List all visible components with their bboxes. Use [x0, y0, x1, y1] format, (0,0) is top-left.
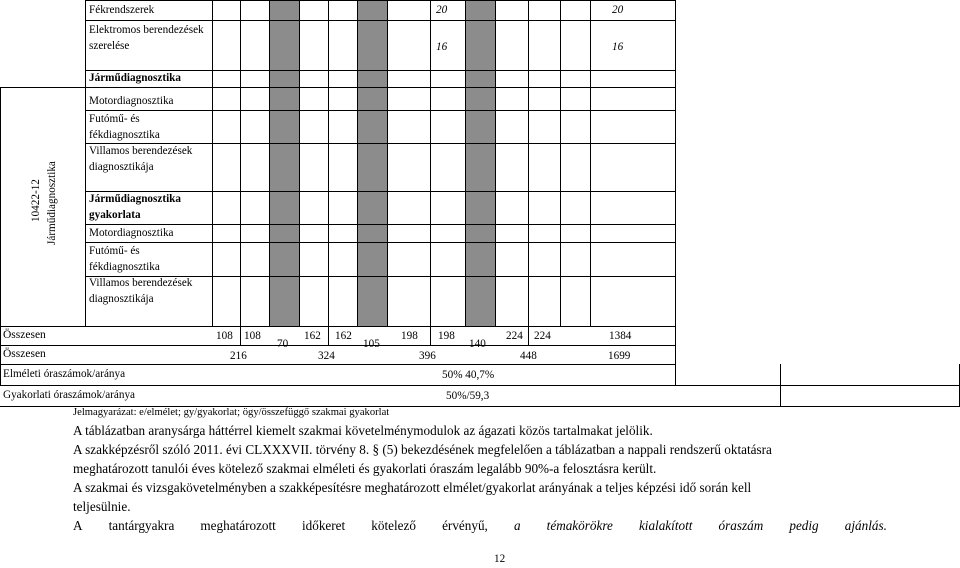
word: meghatározott: [200, 518, 276, 533]
word: kialakított: [638, 518, 693, 533]
word: óraszám: [718, 518, 764, 533]
row-label: Villamos berendezések diagnosztikája: [89, 145, 193, 173]
word: kötelező: [371, 518, 416, 533]
word: időkeret: [301, 518, 346, 533]
total-value: 105: [363, 338, 380, 350]
total-value: 140: [469, 338, 486, 350]
legend-note: Jelmagyarázat: e/elmélet; gy/gyakorlat; ögy/összefüggő szakmai gyakorlat: [73, 407, 390, 418]
total-value: 224: [506, 330, 523, 342]
page-number: 12: [494, 553, 506, 565]
paragraph: A szakképzésről szóló 2011. évi CLXXXVII. törvény 8. § (5) bekezdésének megfelelően a táblázatban a nappali rendszerű oktatásra: [73, 442, 772, 457]
total-value: 198: [438, 330, 455, 342]
paragraph: A táblázatban aranysárga háttérrel kiemelt szakmai követelménymodulok az ágazati közös tartalmakat jelölik.: [73, 423, 653, 438]
row-label: Futómű- és fékdiagnosztika: [89, 245, 160, 273]
total-value: 1699: [608, 350, 631, 362]
total-value: 162: [304, 330, 321, 342]
paragraph: A szakmai és vizsgakövetelményben a szakképesítésre meghatározott elmélet/gyakorlat arányának a teljes képzési idő során kell: [73, 480, 752, 495]
paragraph: teljesülnie.: [73, 499, 131, 514]
word: pedig: [789, 518, 819, 533]
total-value: 108: [244, 330, 261, 342]
row-label: Villamos berendezések diagnosztikája: [89, 277, 193, 305]
word: érvényű,: [442, 518, 488, 533]
word: témakörökre: [546, 518, 613, 533]
total-value: 70: [277, 338, 289, 350]
word: ajánlás.: [844, 518, 887, 533]
row-label: Járműdiagnosztika gyakorlata: [89, 193, 181, 221]
word: a: [513, 518, 521, 533]
total-value: 162: [335, 330, 352, 342]
shaded-column: [269, 0, 299, 326]
row-label: Motordiagnosztika: [89, 227, 174, 239]
totals-label: Összesen: [3, 329, 46, 341]
practice-label: Gyakorlati óraszámok/aránya: [3, 389, 136, 401]
hours-value: 16: [612, 41, 624, 53]
hours-value: 20: [436, 4, 448, 16]
total-value: 224: [534, 330, 551, 342]
total-value: 198: [401, 330, 418, 342]
module-code: 10422-12: [30, 179, 42, 222]
word: tantárgyakra: [108, 518, 175, 533]
word: A: [73, 518, 83, 533]
theory-value: 50% 40,7%: [442, 369, 495, 381]
shaded-column: [465, 0, 495, 326]
total-value: 108: [216, 330, 233, 342]
row-label: Járműdiagnosztika: [89, 72, 181, 84]
totals-label: Összesen: [3, 348, 46, 360]
row-label: Fékrendszerek: [89, 4, 155, 16]
hours-value: 20: [612, 4, 624, 16]
row-label: Futómű- és fékdiagnosztika: [89, 113, 160, 141]
paragraph: meghatározott tanulói éves kötelező szakmai elméleti és gyakorlati óraszám legalább 90%-a felosztásra került.: [73, 461, 657, 476]
practice-value: 50%/59,3: [446, 390, 490, 402]
total-value: 448: [520, 350, 537, 362]
total-value: 216: [230, 350, 247, 362]
total-value: 396: [419, 350, 436, 362]
theory-label: Elméleti óraszámok/aránya: [3, 368, 126, 380]
total-value: 1384: [609, 330, 632, 342]
shaded-column: [357, 0, 387, 326]
row-label: Elektromos berendezések szerelése: [89, 24, 204, 52]
closing-line: [73, 516, 887, 535]
total-value: 324: [318, 350, 335, 362]
module-name: Járműdiagnosztika: [46, 161, 58, 245]
hours-value: 16: [436, 41, 448, 53]
row-label: Motordiagnosztika: [89, 95, 174, 107]
